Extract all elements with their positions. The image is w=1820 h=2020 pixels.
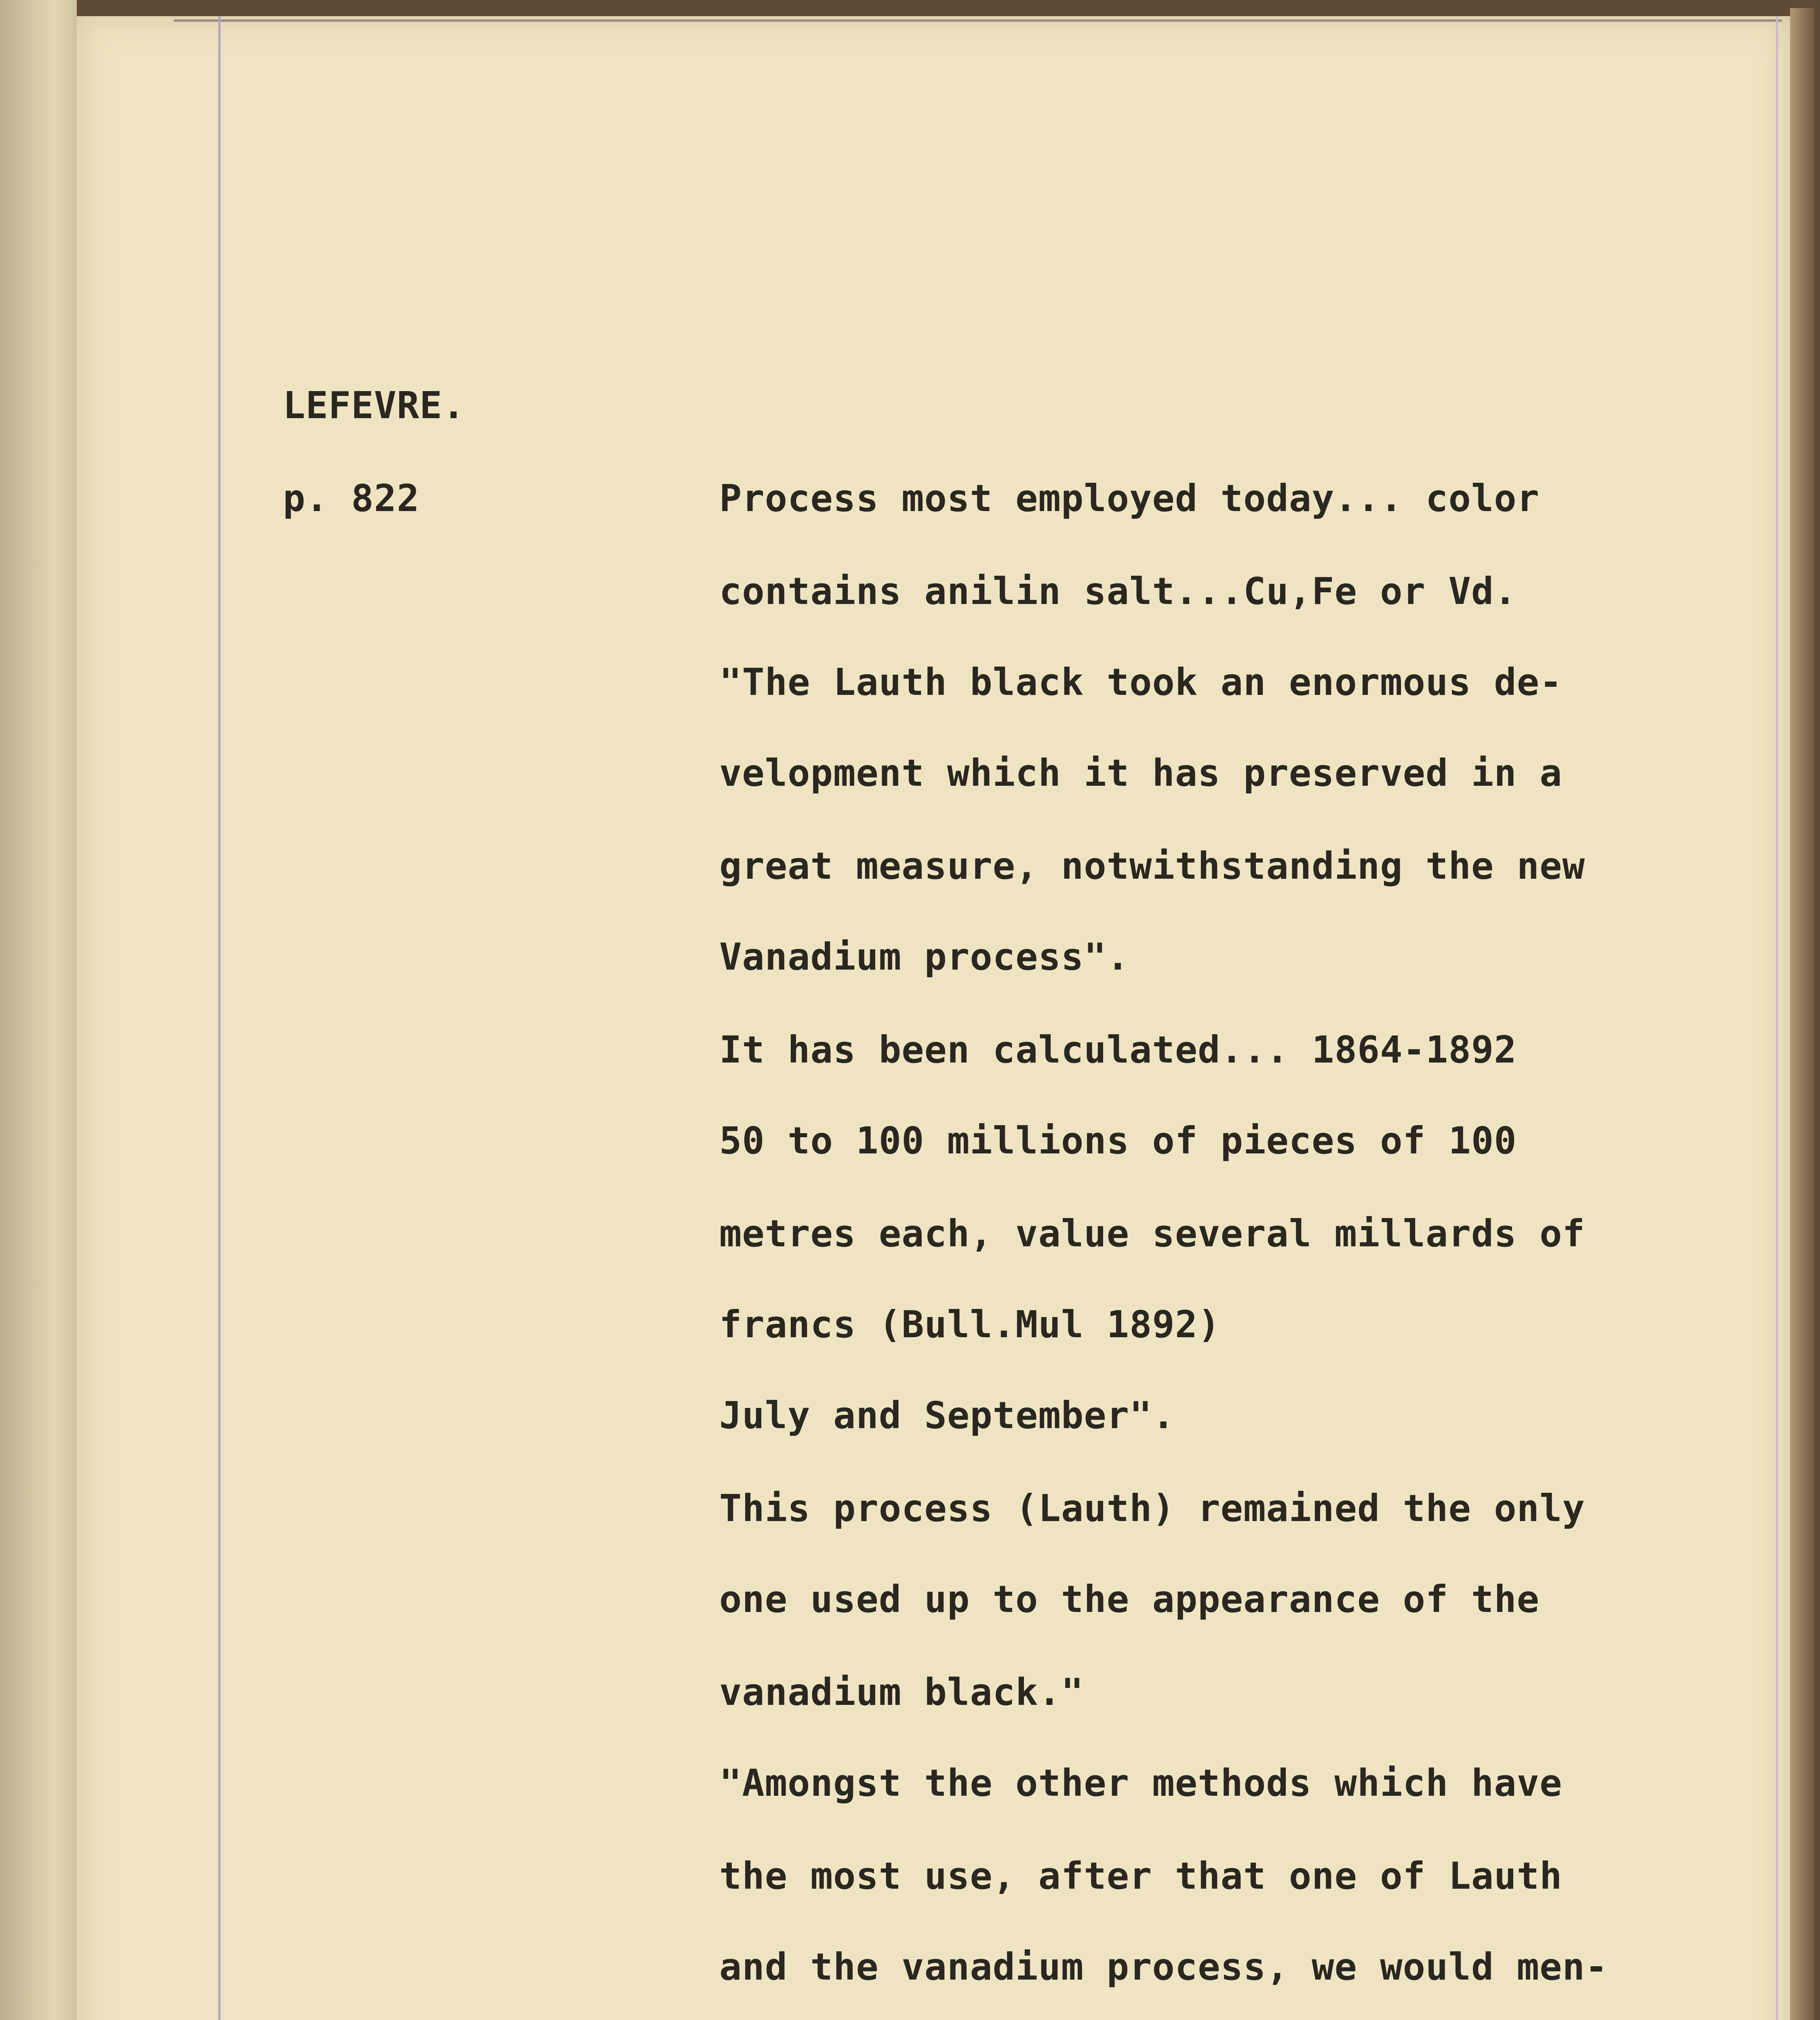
top-rule: [174, 19, 1782, 22]
text-line: metres each, value several millards of: [719, 1212, 1585, 1255]
book-binding: [0, 0, 77, 2020]
page-edge: [1790, 8, 1814, 2020]
text-line: francs (Bull.Mul 1892): [719, 1303, 1221, 1346]
text-line: Vanadium process".: [719, 935, 1129, 978]
text-line: vanadium black.": [719, 1671, 1084, 1714]
right-margin-line: [1776, 16, 1778, 2020]
text-line: "The Lauth black took an enormous de-: [719, 661, 1563, 704]
text-line: Process most employed today... color: [719, 477, 1540, 520]
text-line: the most use, after that one of Lauth: [719, 1854, 1563, 1898]
text-line: and the vanadium process, we would men-: [719, 1945, 1608, 1988]
text-line: This process (Lauth) remained the only: [719, 1487, 1585, 1530]
text-line: "Amongst the other methods which have: [719, 1761, 1563, 1805]
text-line: velopment which it has preserved in a: [719, 751, 1563, 795]
text-line: 50 to 100 millions of pieces of 100: [719, 1119, 1517, 1162]
page-reference: p. 822: [283, 477, 420, 520]
text-line: It has been calculated... 1864-1892: [719, 1028, 1517, 1071]
section-heading: LEFEVRE.: [283, 384, 466, 427]
text-line: contains anilin salt...Cu,Fe or Vd.: [719, 570, 1517, 613]
left-margin-line: [218, 16, 221, 2020]
text-line: great measure, notwithstanding the new: [719, 844, 1585, 888]
text-line: one used up to the appearance of the: [719, 1578, 1540, 1621]
text-line: July and September".: [719, 1394, 1175, 1437]
